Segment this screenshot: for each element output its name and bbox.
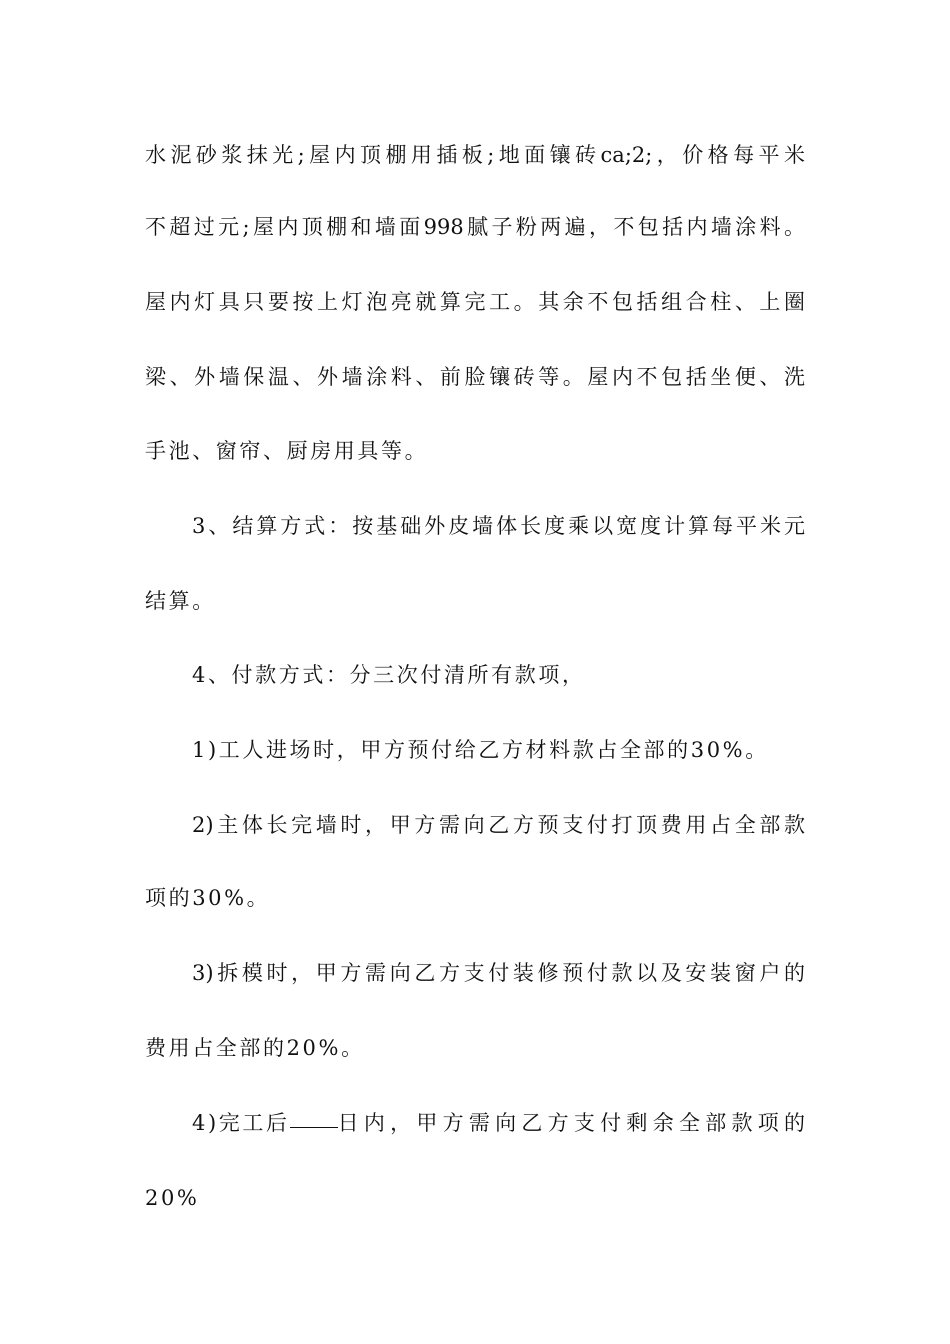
payment-item-4-suffix: 日内，甲方需向乙方支付剩余全部款项的 [337,1111,805,1135]
payment-item-3: 3)拆模时，甲方需向乙方支付装修预付款以及安装窗户的 [192,961,805,985]
payment-item-4-prefix: 4)完工后 [192,1111,290,1135]
payment-heading: 4、付款方式：分三次付清所有款项， [192,663,586,687]
paragraph-line: 结算。 [145,589,216,613]
payment-item-2: 2)主体长完墙时，甲方需向乙方预支付打顶费用占全部款 [192,813,805,837]
paragraph-line: 费用占全部的20%。 [145,1036,365,1060]
paragraph-line: 屋内灯具只要按上灯泡亮就算完工。其余不包括组合柱、上圈 [145,290,805,314]
paragraph-line: 项的30%。 [145,886,271,910]
settlement-heading: 3、结算方式：按基础外皮墙体长度乘以宽度计算每平米元 [192,514,805,538]
paragraph-line: 梁、外墙保温、外墙涂料、前脸镶砖等。屋内不包括坐便、洗 [145,365,805,389]
paragraph-line: 水泥砂浆抹光;屋内顶棚用插板;地面镶砖ca;2;，价格每平米 [145,143,805,167]
paragraph-line: 手池、窗帘、厨房用具等。 [145,439,429,463]
payment-item-1: 1)工人进场时，甲方预付给乙方材料款占全部的30%。 [192,738,769,762]
payment-item-4 [192,1103,805,1143]
paragraph-line: 不超过元;屋内顶棚和墙面998腻子粉两遍，不包括内墙涂料。 [145,215,805,239]
blank-field [290,1103,338,1128]
paragraph-line: 20% [145,1186,200,1210]
